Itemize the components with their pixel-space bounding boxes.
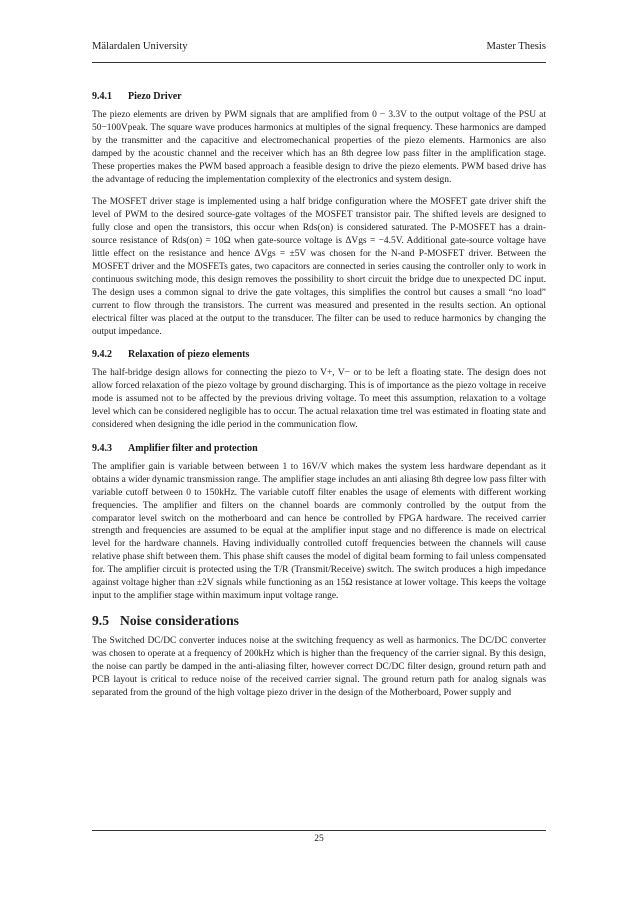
page-number: 25 [314, 834, 324, 844]
running-header [92, 41, 546, 61]
section-title: Noise considerations [120, 612, 239, 628]
header-rule [92, 62, 546, 63]
section-title: Relaxation of piezo elements [128, 349, 250, 361]
section-heading-9-4-3 [92, 442, 546, 455]
section-heading-9-4-2 [92, 348, 546, 361]
section-title: Amplifier filter and protection [128, 442, 258, 454]
section-number: 9.4.3 [92, 442, 112, 454]
header-document-type: Master Thesis [486, 41, 546, 52]
body-content [92, 90, 546, 709]
paragraph: The piezo elements are driven by PWM signals that are amplified from 0 − 3.3V to the output voltage of the PSU at 50−100Vpeak. The square wave produces harmonics at multiples of the signal frequency. These harmonics are damped by the transmitter and the capacitive and electromechanical properties of the piezo elements. Harmonics are also damped by the acoustic channel and the receiver which has an 8th degree low pass filter in the amplification stage. These properties makes the PWM based approach a feasible design to drive the piezo elements. PWM based drive has the advantage of reducing the implementation complexity of the electronics and system design. [92, 110, 546, 185]
paragraph: The Switched DC/DC converter induces noise at the switching frequency as well as harmonics. The DC/DC converter was chosen to operate at a frequency of 200kHz which is higher than the frequency of the carrier signal. By this design, the noise can partly be damped in the anti-aliasing filter, however correct DC/DC filter design, ground return path and PCB layout is critical to reduce noise of the received carrier signal. The ground return path for analog signals was separated from the ground of the high voltage piezo driver in the design of the Motherboard, Power supply and [92, 635, 546, 698]
paragraph: The amplifier gain is variable between between 1 to 16V/V which makes the system less hardware dependant as it obtains a wider dynamic transmission range. The amplifier stage includes an anti aliasing 8th degree low pass filter with variable cutoff between 0 to 150kHz. The variable cutoff filter enables the usage of elements with different working frequencies. The amplifier and filters on the channel boards are commonly controlled by the output from the comparator level switch on the motherboard and can hence be controlled by FPGA hardware. The received carrier strength and frequencies are assumed to be equal at the amplifier input stage and no difference is made on electrical level for the hardware channels. Having individually controlled cutoff frequencies between the channels will cause relative phase shift between them. This phase shift causes the model of digital beam forming to fail unless compensated for. The amplifier circuit is protected using the T/R (Transmit/Receive) switch. The switch produces a high impedance against voltage higher than ±2V signals while functioning as an 15Ω resistance at lower voltage. This keeps the voltage input to the amplifier stage within maximum input voltage range. [92, 461, 547, 601]
section-number: 9.4.2 [92, 349, 112, 361]
section-title: Piezo Driver [128, 91, 182, 102]
header-university: Mälardalen University [92, 41, 188, 52]
section-number: 9.4.1 [92, 91, 112, 102]
footer-rule [92, 830, 546, 831]
section-number: 9.5 [92, 612, 109, 628]
paragraph: The MOSFET driver stage is implemented using a half bridge configuration where the MOSFET gate driver shift the level of PWM to the desired source-gate voltages of the MOSFET transistor pair. The shifted levels are designed to fully close and open the transistors, this occur when Rds(on) is considered saturated. The P-MOSFET has a drain-source resistance of Rds(on) = 10Ω when gate-source voltage is ΔVgs = −4.5V. Additional gate-source voltage have little effect on the resistance and hence ΔVgs = ±5V was chosen for the N-and P-MOSFET driver. Between the MOSFET driver and the MOSFETs gates, two capacitors are connected in series causing the controller only to work in continuous switching mode, this design removes the possibility to short circuit the bridge due to unexpected DC input. The design uses a common signal to drive the gate voltages, this simplifies the control but causes a small “no load” current to flow through the transistors. The current was measured and presented in the results section. An optional electrical filter was placed at the output to the transducer. The filter can be used to reduce harmonics by changing the output impedance. [92, 197, 546, 337]
section-heading-9-4-1 [92, 90, 546, 103]
paragraph: The half-bridge design allows for connecting the piezo to V+, V− or to be left a floating state. The design does not allow forced relaxation of the piezo voltage by ground discharging. This is of importance as the piezo voltage in receive mode is assumed not to be affected by the previous driving voltage. To meet this assumption, relaxation to a voltage level which can be considered negligible has to occur. The actual relaxation time trel was estimated in floating state and considered when designing the idle period in the communication flow. [92, 368, 546, 431]
section-heading-9-5 [92, 613, 546, 629]
